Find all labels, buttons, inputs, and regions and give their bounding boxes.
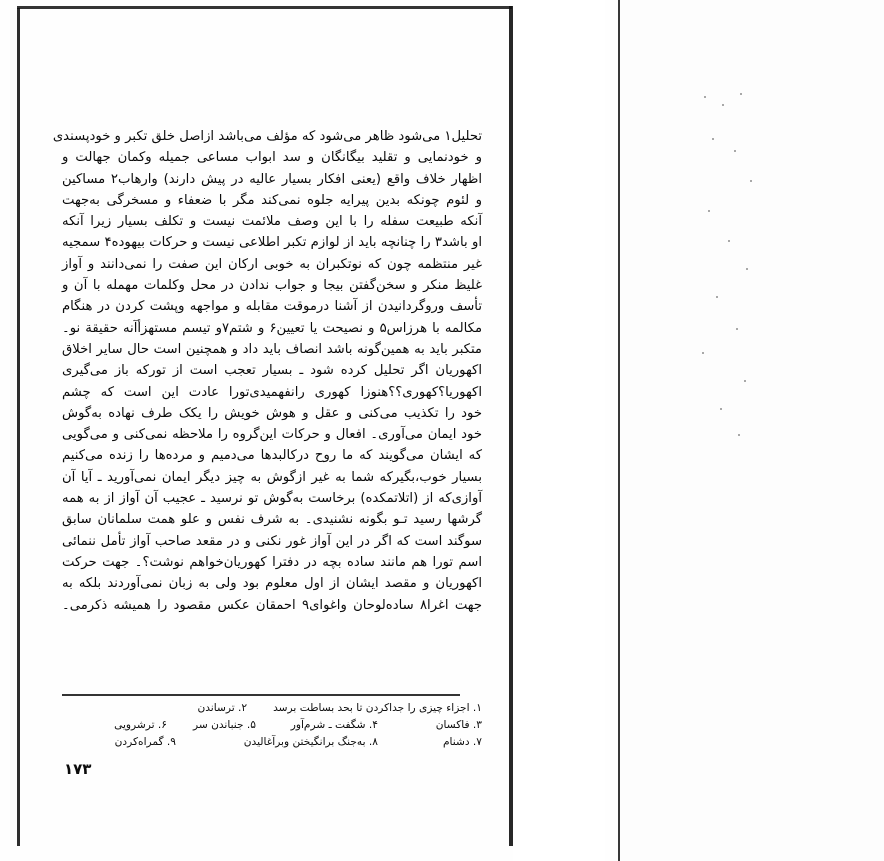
footnote-text: جنباندن سر [192,719,244,731]
body-line: خود را تکذیب می‌کنی و عقل و هوش خویش را یکک طرف نهاده به‌گوش [62,405,482,421]
body-line: تحلیل۱ می‌شود ظاهر می‌شود که مؤلف می‌باشد ازاصل خلق تکبر و خودپسندی [52,129,482,144]
body-line: و خودنمایی و تقلید بیگانگان و سد ابواب مساعی جمیله وکمان جهالت و [62,150,482,166]
footnote-row [62,734,482,751]
footnote-text: فاکسان [435,719,470,731]
footnote-marker: ۴. [368,719,378,731]
footnote-text: اجزاء چیزی را جداکردن تا بحد بساطت برسد [273,702,470,714]
footnote-marker: ۷. [472,736,482,748]
footnote-item [404,734,482,751]
body-line: غلیظ منکر و سخن‌گفتن بیجا و جواب ندادن در محل وکلمات مهمله با آن و [62,278,482,294]
page-border-left [17,8,20,846]
footnote-item [404,717,482,734]
page-number: ۱۷۳ [64,760,92,778]
footnote-marker: ۸. [368,736,378,748]
scan-speckles [700,90,760,450]
body-line: اسم تورا هم مانند ساده بچه در دفترا کهوریان‌خواهم نوشت؟۔ جهت حرکت [62,554,482,570]
footnote-item [114,717,167,734]
footnote-item [115,734,176,751]
body-line: اکهوریان و مقصد ایشان از اول معلوم بود ولی به زبان نمی‌آوردند بلکه به [62,576,482,592]
footnote-marker: ۹. [166,736,176,748]
footnote-text: دشنام [442,736,470,748]
footnote-marker: ۳. [472,719,482,731]
body-line: که ایشان می‌گویند که ما روح درکالبدها می‌دمیم و مرده‌ها را زنده می‌کنیم [62,448,482,464]
body-line: متکبر باید به همین‌گونه باشد انصاف باید داد و همچنین است حال سایر اخلاق [62,341,482,357]
page-border-top [17,6,512,9]
footnote-marker: ۱. [472,702,482,714]
footnote-item [282,717,378,734]
body-line: اظهار خلاف واقع (یعنی افکار بسیار عالیه در پیش دارند) وارهاب۲ مساکین [62,171,483,187]
footnote-marker: ۵. [246,719,256,731]
page-gutter [513,0,605,861]
body-line: غیر منتظمه چون که نوتکبران به خوبی ارکان این صفت را نمی‌دانند و آواز [62,256,482,272]
footnote-row [62,700,482,717]
body-line: گرشها رسید تـو بگونه نشنیدی۔ به شرف نفس و علو همت سلمانان سابق [62,512,482,528]
body-line: آنکه طبیعت سفله را با این وصف ملائمت نیست و تکلف بسیار زیرا آنکه [62,214,482,230]
footnote-item [273,700,482,717]
footnote-text: ترساندن [197,702,235,714]
footnote-item [197,700,247,717]
footnote-row [62,717,482,734]
footnote-text: شگفت ـ شرم‌آور [290,719,366,731]
body-line: خود ایمان می‌آوری۔ افعال و حرکات این‌گروه را ملاحظه نمی‌کنی و می‌گویی [62,427,482,443]
footnote-text: گمراه‌کردن [114,736,164,748]
footnote-item [193,717,256,734]
body-line: مکالمه با هرزاس۵ و نصیحت یا تعیین۶ و شتم۷و تیسم مستهزأآنه حقیقة نو۔ [62,320,483,336]
body-text [52,126,483,616]
footnote-marker: ۲. [238,702,248,714]
body-line: سوگند است که اگر در این آواز غور نکنی و در مقعد صاحب آواز تأمل ننمائی [62,533,482,549]
body-line: تأسف وروگردانیدن از آشنا درموقت مقابله و مواجهه وپشت کردن در هنگام [62,299,482,315]
body-line: اکهوریا؟کهوری؟؟هنوزا کهوری رانفهمیدی‌تورا عادت این است که چشم [62,384,482,400]
body-line: بسیار خوب،بگیرکه شما به غیر ازگوش به چیز دیگر ایمان نمی‌آورید ـ آیا آن [62,469,482,485]
footnote-separator [62,694,460,696]
footnote-block [62,700,482,751]
body-line: اکهوریان اگر تحلیل کرده شود ـ بسیار تعجب است از تورکه باز می‌گیری [62,363,482,379]
body-line: جهت اغرا۸ ساده‌لوحان واغوای۹ احمقان عکس مقصود را همیشه ذکرمی۔ [62,597,482,613]
body-line: آوازی‌که از (اتلاتمکده) برخاست به‌گوش تو نرسید ـ عجیب آن آواز از به همه [62,491,482,507]
footnote-item [202,734,378,751]
body-line: او باشد۳ را چنانچه باید از لوازم تکبر اطلاعی نیست و حرکات بیهوده۴ سمجیه [62,235,482,251]
footnote-marker: ۶. [157,719,167,731]
footnote-text: به‌جنگ برانگیختن وبرآغالیدن [243,736,366,748]
footnote-text: ترشرویی [114,719,155,731]
body-line: و لئوم چونکه بدین پیرایه جلوه نمی‌کند مگر با ضعفاء و مسخرگی به‌جهت [62,192,482,208]
